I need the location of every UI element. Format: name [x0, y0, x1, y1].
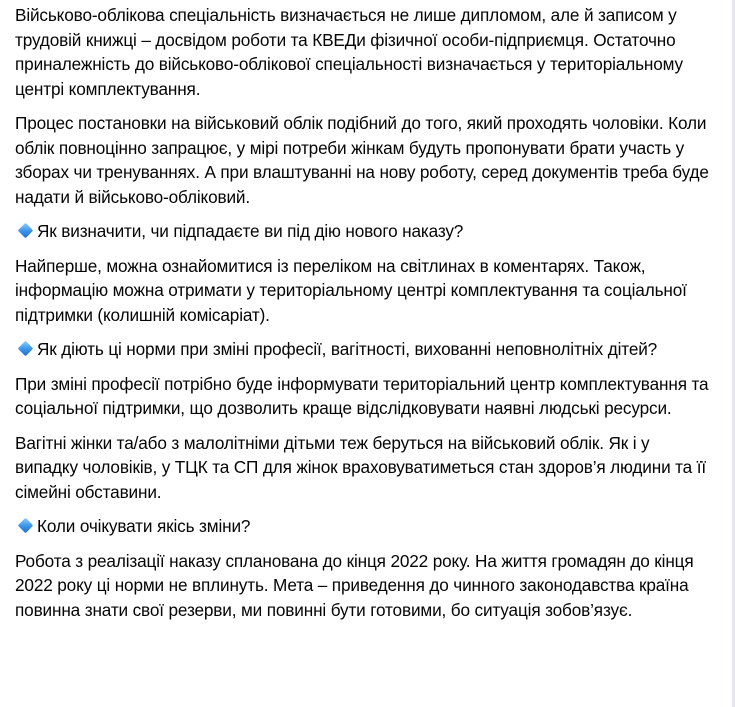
- question-3-text: Коли очікувати якісь зміни?: [37, 516, 251, 536]
- question-3: [15, 514, 715, 539]
- blue-diamond-icon: [18, 223, 34, 239]
- blue-diamond-icon: [18, 341, 34, 357]
- question-2: [15, 337, 715, 362]
- answer-1: Найперше, можна ознайомитися із переліком на світлинах в коментарях. Також, інформацію можна отримати у територіальному центрі комплектування та соціальної підтримки (колишній комісаріат).: [15, 255, 687, 325]
- answer-2a: При зміні професії потрібно буде інформувати територіальний центр комплектування та соціальної підтримки, що дозволить краще відслідковувати наявні людські ресурси.: [15, 373, 709, 418]
- blue-diamond-icon: [18, 518, 34, 534]
- answer-2b: Вагітні жінки та/або з малолітніми дітьми теж беруться на військовий облік. Як і у випадку чоловіків, у ТЦК та СП для жінок враховуватиметься стан здоров’я людини та її сімейні обставини.: [15, 432, 706, 502]
- answer-3: Робота з реалізації наказу спланована до кінця 2022 року. На життя громадян до кінця 2022 року ці норми не вплинуть. Мета – приведення до чинного законодавства країна повинна знати свої резерви, ми повинні бути готовими, бо ситуація зобов’язує.: [15, 550, 694, 620]
- question-1: [15, 219, 715, 244]
- post-body: [15, 0, 715, 632]
- question-2-text: Як діють ці норми при зміні професії, вагітності, вихованні неповнолітніх дітей?: [37, 339, 658, 359]
- paragraph-specialty: Військово-облікова спеціальність визначається не лише дипломом, але й записом у трудовій книжці – досвідом роботи та КВЕДи фізичної особи-підприємця. Остаточно приналежність до військово-облікової спеціальності визначається у територіальному центрі комплектування.: [15, 5, 683, 99]
- paragraph-registration-process: Процес постановки на військовий облік подібний до того, який проходять чоловіки. Коли облік повноцінно запрацює, у мірі потреби жінкам будуть пропонувати брати участь у зборах чи тренуваннях. А при влаштуванні на нову роботу, серед документів треба буде надати й військово-обліковий.: [15, 113, 709, 207]
- question-1-text: Як визначити, чи підпадаєте ви під дію нового наказу?: [37, 221, 464, 241]
